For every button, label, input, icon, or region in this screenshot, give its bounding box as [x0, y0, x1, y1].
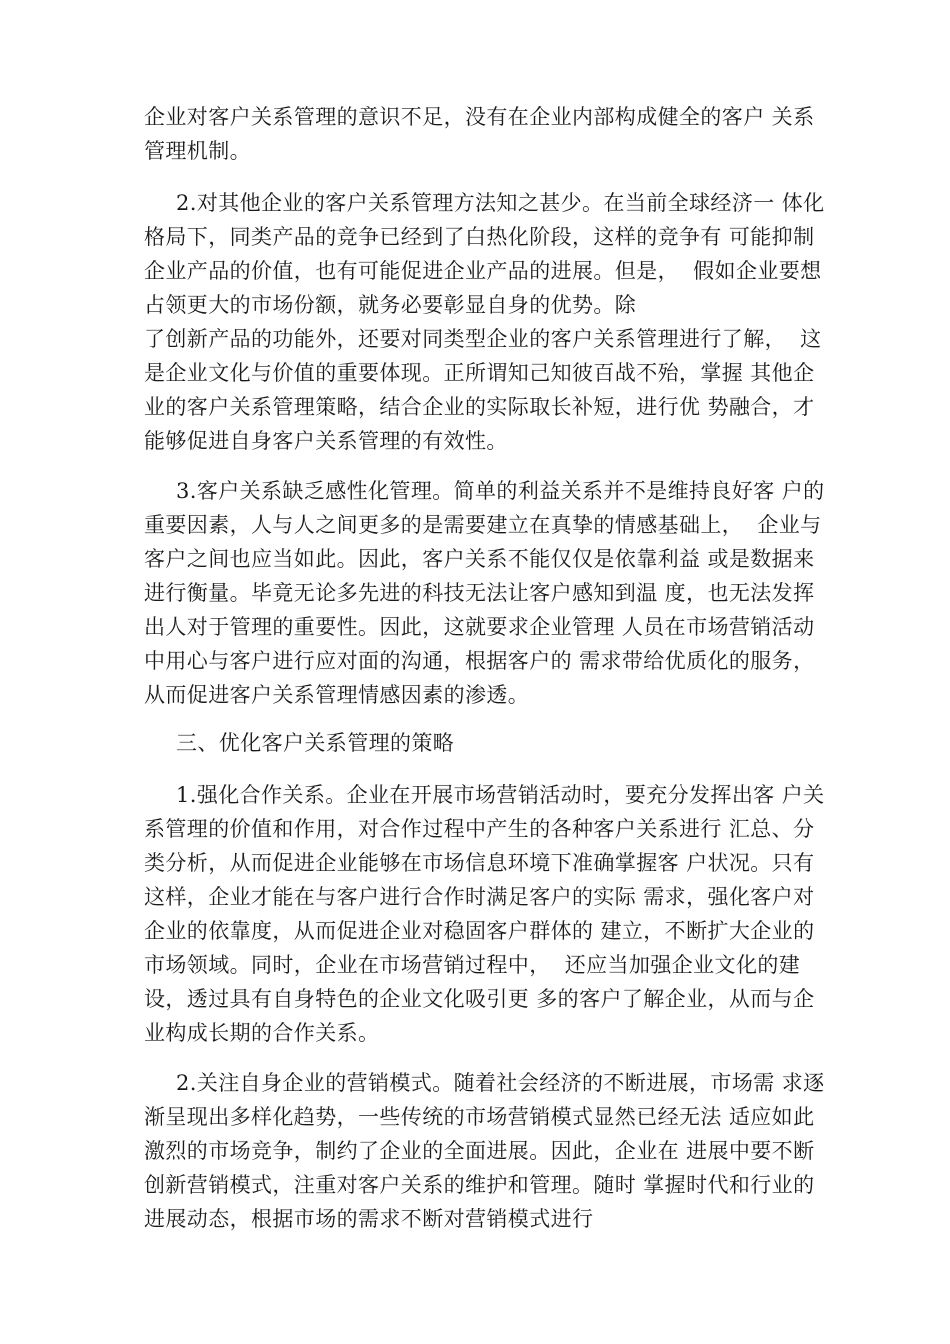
paragraph-line: 客户之间也应当如此。因此，客户关系不能仅仅是依靠利益 或是数据来 — [144, 547, 815, 571]
paragraph-line: 进行衡量。毕竟无论多先进的科技无法让客户感知到温 度，也无法发挥 — [144, 581, 815, 605]
paragraph-line: 创新营销模式，注重对客户关系的维护和管理。随时 掌握时代和行业的 — [144, 1173, 815, 1197]
paragraph-line: 设，透过具有自身特色的企业文化吸引更 多的客户了解企业，从而与企 — [144, 987, 815, 1011]
paragraph-line: 从而促进客户关系管理情感因素的渗透。 — [144, 683, 530, 707]
paragraph-line: 是企业文化与价值的重要体现。正所谓知己知彼百战不殆，掌握 其他企 — [144, 361, 815, 385]
paragraph-line: 占领更大的市场份额，就务必要彰显自身的优势。除 — [144, 293, 637, 317]
paragraph-line: 2.关注自身企业的营销模式。随着社会经济的不断进展，市场需 求逐 — [176, 1071, 825, 1095]
paragraph-line: 3.客户关系缺乏感性化管理。简单的利益关系并不是维持良好客 户的 — [176, 479, 825, 503]
paragraph-line: 系管理的价值和作用，对合作过程中产生的各种客户关系进行 汇总、分 — [144, 817, 815, 841]
paragraph-line: 企业对客户关系管理的意识不足，没有在企业内部构成健全的客户 关系 — [144, 105, 815, 129]
paragraph-line: 激烈的市场竞争，制约了企业的全面进展。因此，企业在 进展中要不断 — [144, 1139, 815, 1163]
paragraph-line: 1.强化合作关系。企业在开展市场营销活动时，要充分发挥出客 户关 — [176, 783, 825, 807]
paragraph-line: 能够促进自身客户关系管理的有效性。 — [144, 429, 508, 453]
paragraph-line: 企业的依靠度，从而促进企业对稳固客户群体的 建立，不断扩大企业的 — [144, 919, 815, 943]
paragraph-line: 管理机制。 — [144, 139, 251, 163]
paragraph-line: 业构成长期的合作关系。 — [144, 1021, 380, 1045]
paragraph-line: 出人对于管理的重要性。因此，这就要求企业管理 人员在市场营销活动 — [144, 615, 815, 639]
paragraph-line: 渐呈现出多样化趋势，一些传统的市场营销模式显然已经无法 适应如此 — [144, 1105, 815, 1129]
paragraph-line: 类分析，从而促进企业能够在市场信息环境下准确掌握客 户状况。只有 — [144, 851, 815, 875]
paragraph-line: 了创新产品的功能外，还要对同类型企业的客户关系管理进行了解， 这 — [144, 327, 822, 351]
paragraph-line: 进展动态，根据市场的需求不断对营销模式进行 — [144, 1207, 594, 1231]
paragraph-line: 中用心与客户进行应对面的沟通，根据客户的 需求带给优质化的服务， — [144, 649, 815, 673]
paragraph-line: 重要因素，人与人之间更多的是需要建立在真挚的情感基础上， 企业与 — [144, 513, 822, 537]
section-heading: 三、优化客户关系管理的策略 — [176, 731, 455, 755]
paragraph-line: 这样，企业才能在与客户进行合作时满足客户的实际 需求，强化客户对 — [144, 885, 815, 909]
paragraph-line: 企业产品的价值，也有可能促进企业产品的进展。但是， 假如企业要想 — [144, 259, 822, 283]
paragraph-line: 业的客户关系管理策略，结合企业的实际取长补短，进行优 势融合，才 — [144, 395, 815, 419]
paragraph-line: 市场领域。同时，企业在市场营销过程中， 还应当加强企业文化的建 — [144, 953, 801, 977]
paragraph-line: 2.对其他企业的客户关系管理方法知之甚少。在当前全球经济一 体化 — [176, 191, 825, 215]
paragraph-line: 格局下，同类产品的竞争已经到了白热化阶段，这样的竞争有 可能抑制 — [144, 225, 815, 249]
